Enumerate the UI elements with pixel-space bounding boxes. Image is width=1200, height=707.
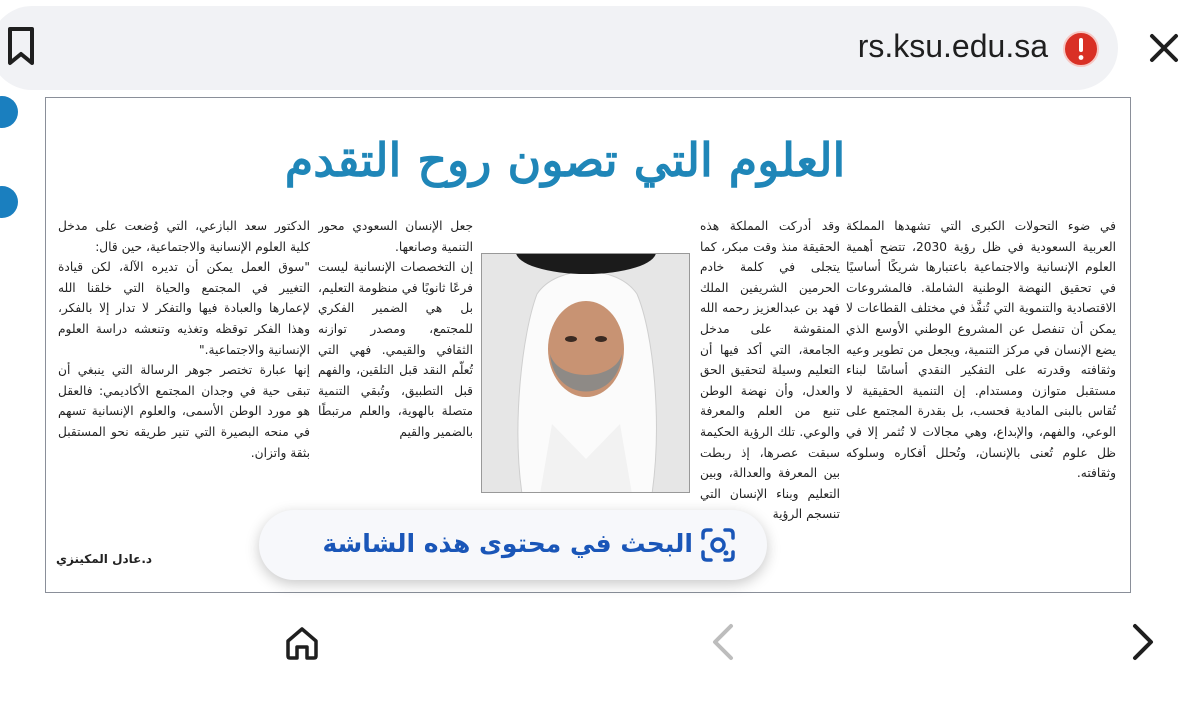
url-text[interactable]: rs.ksu.edu.sa — [857, 28, 1048, 64]
paragraph: جعل الإنسان السعودي محور التنمية وصانعها. — [318, 219, 473, 254]
forward-icon[interactable] — [1122, 620, 1162, 664]
author-photo — [481, 253, 690, 493]
author-byline: د.عادل المكينزي — [56, 552, 153, 566]
paragraph: الدكتور سعد البازعي، التي وُضعت على مدخل كلية العلوم الإنسانية والاجتماعية، حين قال: — [58, 219, 310, 254]
paragraph: وقد أدركت المملكة هذه الحقيقة منذ وقت مبكر، كما يتجلى في كلمة خادم الحرمين الشريفين الملك فهد بن عبدالعزيز رحمه الله المنقوشة على مدخل الجامعة، التي أكد فيها أن التعليم وسيلة لتحقيق الحق والعدل، وأن نهضة الوطن تنبع من العلم والمعرفة والوعي. تلك الرؤية الحكيمة سبقت عصرها، إذ ربطت بين المعرفة والعدالة، وبين التعليم وبناء الإنسان التي تنسجم الرؤية — [700, 219, 840, 522]
paragraph: إنها عبارة تختصر جوهر الرسالة التي ينبغي أن تبقى حية في وجدان المجتمع الأكاديمي: فالعقل هو مورد الوطن الأسمى، والعلوم الإنسانية تسهم في منحه البصيرة التي تنير طريقه نحو المستقبل بثقة واتزان. — [58, 363, 310, 460]
article-column-3 — [318, 216, 473, 516]
article-column-4 — [58, 216, 310, 532]
author-portrait — [482, 254, 690, 493]
article-headline: العلوم التي تصون روح التقدم — [284, 133, 846, 187]
site-warning-icon[interactable] — [1062, 30, 1100, 68]
scroll-marker — [0, 186, 18, 218]
scroll-marker — [0, 96, 18, 128]
browser-bottom-bar — [0, 603, 1200, 707]
article-column-1 — [846, 216, 1116, 576]
paragraph: في ضوء التحولات الكبرى التي تشهدها المملكة العربية السعودية في ظل رؤية 2030، تتضح أهمية العلوم الإنسانية والاجتماعية باعتبارها شريكًا أساسيًا في تحقيق النهضة الوطنية الشاملة. فالمشروعات الاقتصادية والتنموية التي تُنفَّذ في مختلف القطاعات لا يمكن أن تنفصل عن المشروع الوطني الأوسع الذي يضع الإنسان في مركز التنمية، ويجعل من تطوير وعيه وثقافته وقدرته على التفكير النقدي أساسًا لبناء مستقبل متوازن ومستدام. إن التنمية الحقيقية لا تُقاس بالبنى المادية فحسب، بل بقدرة المجتمع على الوعي، والفهم، والإبداع، وهي مجالات لا تُثمر إلا في ظل علوم تُعنى بالإنسان، وتُحلل أفكاره وسلوكه وثقافته. — [846, 219, 1116, 481]
search-screen-label: البحث في محتوى هذه الشاشة — [322, 529, 693, 558]
close-icon[interactable] — [1144, 28, 1184, 68]
bookmark-icon[interactable] — [6, 26, 36, 66]
paragraph: إن التخصصات الإنسانية ليست فرعًا ثانويًا في منظومة التعليم، بل هي الضمير الفكري للمجتمع، ومصدر توازنه الثقافي والقيمي. فهي التي تُعلّم النقد قبل التلقين، والفهم قبل التطبيق، وتُبقي التنمية متصلة بالهوية، والعلم مرتبطًا بالضمير والقيم — [318, 260, 473, 439]
back-icon[interactable] — [704, 620, 744, 664]
search-screen-button[interactable] — [259, 510, 767, 580]
lens-search-icon — [699, 526, 737, 564]
browser-top-bar — [0, 0, 1200, 96]
quote: "سوق العمل يمكن أن تديره الآلة، لكن قيادة التغيير في المجتمع والحياة التي خلقنا الله لإعمارها والعبادة فيها والتفكر لا تدار إلا بالفكر، وهذا الفكر توقظه وتغذيه وتنعشه دراسة العلوم الإنسانية والاجتماعية." — [58, 260, 310, 357]
home-icon[interactable] — [282, 623, 322, 663]
